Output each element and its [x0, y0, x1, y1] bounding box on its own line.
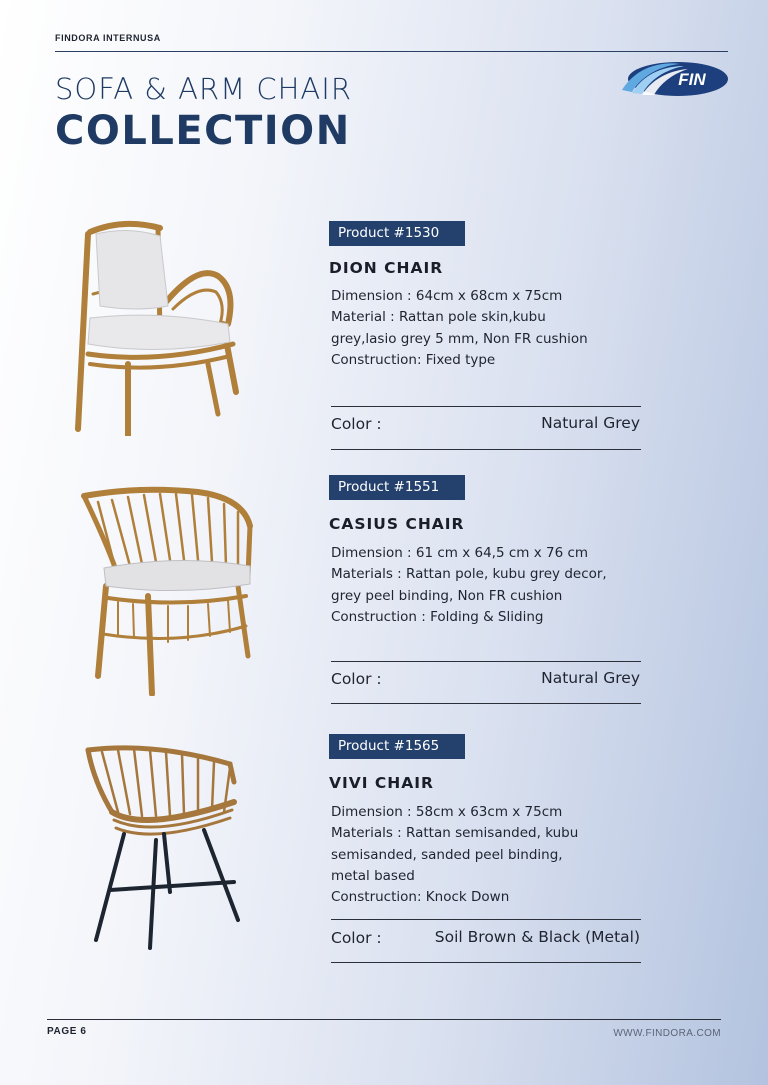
product-name: VIVI CHAIR: [329, 774, 434, 792]
header-divider: [55, 51, 728, 52]
divider: [331, 919, 641, 920]
vivi-chair-image: [84, 742, 244, 952]
spec-line: semisanded, sanded peel binding,: [331, 846, 563, 863]
color-label: Color :: [331, 929, 382, 947]
page-number: PAGE 6: [47, 1026, 87, 1037]
divider: [331, 406, 641, 407]
casius-chair-image: [78, 486, 258, 696]
divider: [331, 449, 641, 450]
product-specs: [331, 543, 651, 628]
color-value: Natural Grey: [541, 414, 640, 432]
spec-line: Materials : Rattan semisanded, kubu: [331, 825, 579, 842]
spec-line: metal based: [331, 867, 415, 884]
spec-line: Construction: Knock Down: [331, 889, 510, 906]
divider: [331, 703, 641, 704]
color-value: Natural Grey: [541, 669, 640, 687]
product-badge: Product #1530: [329, 221, 465, 246]
product-specs: [331, 286, 651, 371]
website-link[interactable]: WWW.FINDORA.COM: [613, 1028, 721, 1039]
spec-line: Construction : Folding & Sliding: [331, 608, 544, 625]
color-value: Soil Brown & Black (Metal): [434, 928, 640, 946]
color-label: Color :: [331, 415, 382, 433]
divider: [331, 661, 641, 662]
spec-line: Dimension : 64cm x 68cm x 75cm: [331, 288, 563, 304]
dion-chair-image: [68, 214, 244, 436]
spec-line: Materials : Rattan pole, kubu grey decor,: [331, 566, 607, 583]
logo-text: FIN: [678, 70, 706, 89]
spec-line: Construction: Fixed type: [331, 351, 496, 368]
spec-line: grey,lasio grey 5 mm, Non FR cushion: [331, 330, 588, 347]
page-title-line2: COLLECTION: [55, 108, 351, 154]
spec-line: grey peel binding, Non FR cushion: [331, 587, 563, 604]
product-specs: [331, 802, 651, 908]
product-badge: Product #1551: [329, 475, 465, 500]
page-title-line1: SOFA & ARM CHAIR: [55, 72, 352, 106]
spec-line: Dimension : 58cm x 63cm x 75cm: [331, 804, 563, 820]
product-name: DION CHAIR: [329, 259, 444, 277]
color-label: Color :: [331, 670, 382, 688]
product-name: CASIUS CHAIR: [329, 515, 465, 533]
spec-line: Material : Rattan pole skin,kubu: [331, 309, 546, 326]
fin-logo: [618, 60, 730, 98]
footer-divider: [47, 1019, 721, 1020]
company-name: FINDORA INTERNUSA: [55, 33, 161, 43]
divider: [331, 962, 641, 963]
spec-line: Dimension : 61 cm x 64,5 cm x 76 cm: [331, 545, 589, 561]
product-badge: Product #1565: [329, 734, 465, 759]
